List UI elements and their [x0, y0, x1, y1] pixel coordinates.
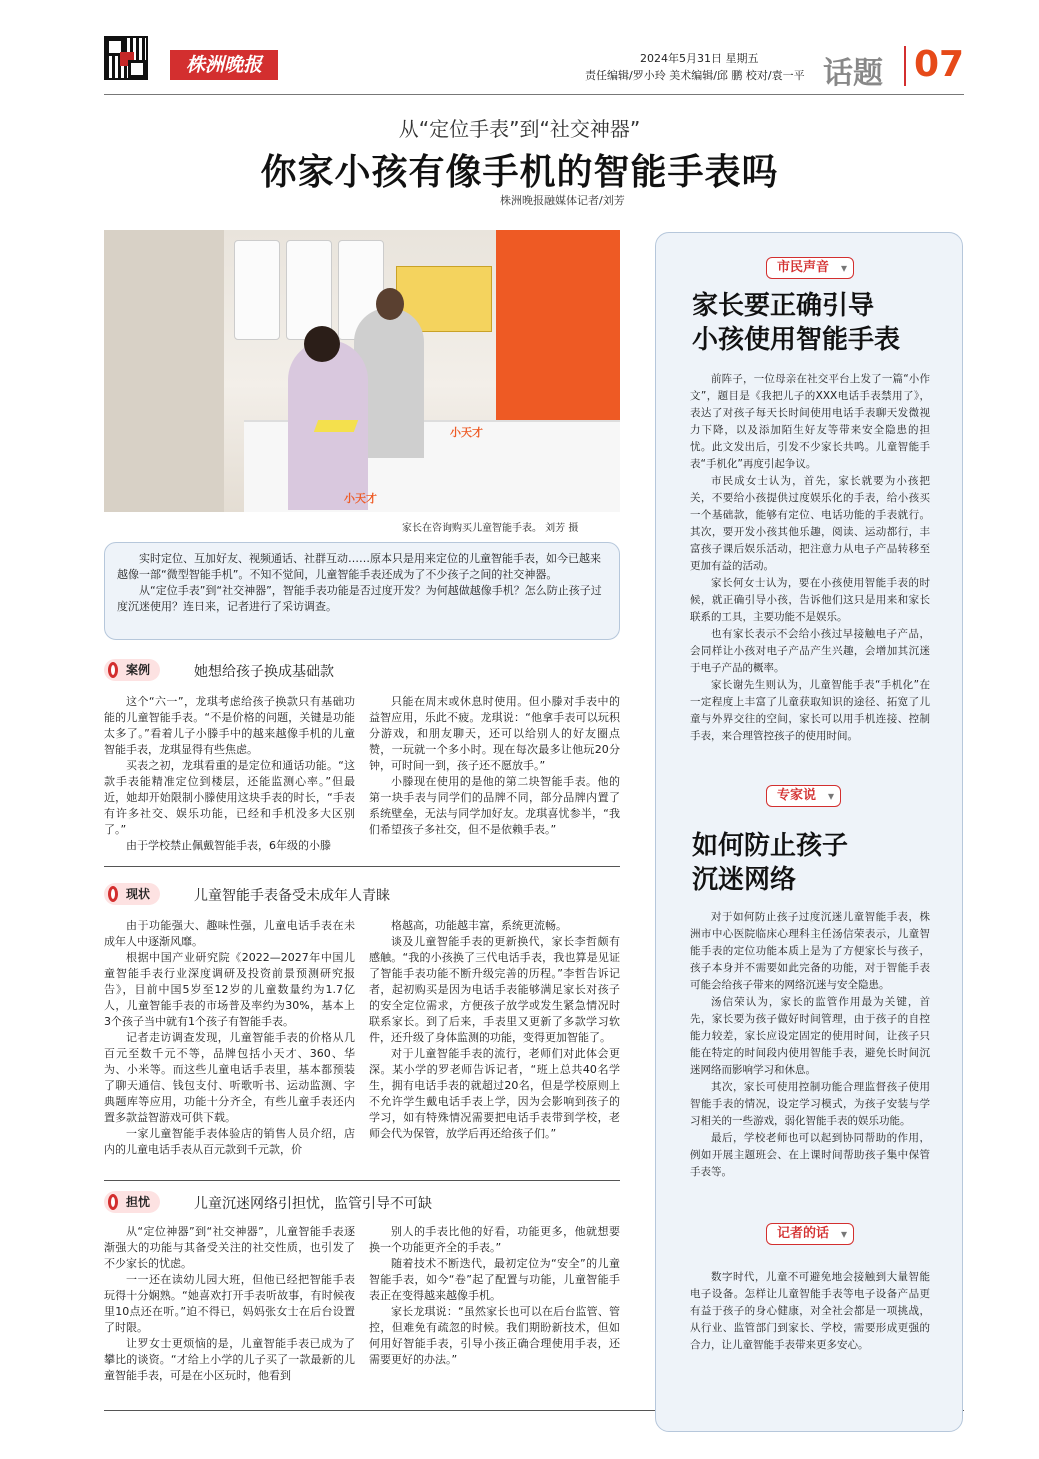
newspaper-masthead: 株洲晚报 — [170, 50, 278, 80]
body-paragraph: 一家儿童智能手表体验店的销售人员介绍，店内的儿童电话手表从百元款到千元款，价 — [104, 1127, 355, 1156]
sidebar-title: 如何防止孩子 沉迷网络 — [692, 831, 849, 895]
body-paragraph: 随着技术不断迭代，最初定位为“安全”的儿童智能手表，如今“卷”起了配置与功能，儿童智能手表正在变得越来越像手机。 — [369, 1257, 620, 1302]
sidebar-tag: 市民声音 ▾ — [766, 257, 854, 279]
body-paragraph: 家长龙琪说：“虽然家长也可以在后台监管、管控，但难免有疏忽的时候。我们期盼新技术，但如何用好智能手表，引导小孩正确合理使用手表，还需要更好的办法。” — [369, 1305, 620, 1366]
section-body-case — [104, 694, 620, 854]
header-rule — [104, 94, 964, 95]
section-name: 话题 — [823, 56, 883, 91]
section-body-status — [104, 918, 620, 1178]
body-paragraph: 让罗女士更烦恼的是，儿童智能手表已成为了攀比的谈资。“才给上小学的儿子买了一款最新的儿童智能手表，可是在小区玩时，他看到 — [104, 1337, 355, 1382]
body-paragraph: 谈及儿童智能手表的更新换代，家长李哲颇有感触。“我的小孩换了三代电话手表，我也算是见证了智能手表功能不断升级完善的历程。”李哲告诉记者，起初购买是因为电话手表能够满足家长对孩子的安全定位需求，方便孩子放学或发生紧急情况时联系家长。到了后来，手表里又更新了多款学习软件，还升级了身体监测的功能，变得更加智能了。 — [369, 935, 620, 1044]
sidebar-text: 对于如何防止孩子过度沉迷儿童智能手表，株洲市中心医院临床心理科主任汤信荣表示，儿童智能手表的定位功能本质上是为了方便家长与孩子，孩子本身并不需要如此完备的功能，对于智能手表可能会给孩子带来的网络沉迷与安全隐患。 汤信荣认为，家长的监管作用最为关键，首先，家长要为孩子做好时间管理，由于孩子的自控能力较差，家长应设定固定的使用时间，让孩子只能在特定的时间段内使用智能手表，避免长时间沉迷网络而影响学习和休息。 其次，家长可使用控制功能合理监督孩子使用智能手表的情况，设定学习模式，为孩子安装与学习相关的一些游戏，弱化智能手表的娱乐功能。 最后，学校老师也可以起到协同帮助的作用，例如开展主题班会、在上课时间帮助孩子集中保管手表等。 — [690, 911, 930, 1178]
section-header-concern — [104, 1191, 620, 1213]
store-logo: 小天才 — [344, 492, 377, 505]
body-paragraph: 记者走访调查发现，儿童智能手表的价格从几百元至数千元不等，品牌包括小天才、360、华为、小米等。而这些儿童电话手表里，基本都预装了聊天通信、钱包支付、听歌听书、运动监测、字典题库等应用，功能十分齐全，有些儿童手表还内置多款益智游戏可供下载。 — [104, 1031, 355, 1124]
sidebar-text: 数字时代，儿童不可避免地会接触到大量智能电子设备。怎样让儿童智能手表等电子设备产品更有益于孩子的身心健康，对全社会都是一项挑战，从行业、监管部门到家长、学校，需要形成更强的合力，让儿童智能手表带来更多安心。 — [690, 1271, 930, 1351]
body-paragraph: 买表之初，龙琪看重的是定位和通话功能。“这款手表能精准定位到楼层，还能监测心率。”但最近，她却开始限制小滕使用这块手表的时长，“手表有许多社交、娱乐功能，已经和手机没多大区别了。” — [104, 759, 355, 836]
section-header-status — [104, 883, 620, 905]
qr-code-icon — [104, 36, 148, 80]
section-tag: 现状 — [104, 883, 160, 905]
section-tag: 案例 — [104, 659, 160, 681]
section-rule — [104, 866, 620, 867]
sidebar-text: 前阵子，一位母亲在社交平台上发了一篇“小作文”，题目是《我把儿子的XXX电话手表禁用了》，表达了对孩子每天长时间使用电话手表聊天发微视力下降，以及添加陌生好友等带来安全隐患的担忧。此文发出后，引发不少家长共鸣。儿童智能手表“手机化”再度引起争议。 市民成女士认为，首先，家长就要为小孩把关，不要给小孩提供过度娱乐化的手表，给小孩买一个基础款，能够有定位、电话功能的手表就行。其次，要开发小孩其他乐趣，阅读、运动都行，丰富孩子课后娱乐活动，把注意力从电子产品转移至更加有益的活动。 家长何女士认为，要在小孩使用智能手表的时候，就正确引导小孩，告诉他们这只是用来和家长联系的工具，主要功能不是娱乐。 也有家长表示不会给小孩过早接触电子产品，会同样让小孩对电子产品产生兴趣，会增加其沉迷于电子产品的概率。 家长谢先生则认为，儿童智能手表“手机化”在一定程度上丰富了儿童获取知识的途径、拓宽了儿童与外界交往的空间，家长可以用手机连接、控制手表，来合理管控孩子的使用时间。 — [690, 373, 930, 742]
intro-paragraph: 实时定位、互加好友、视频通话、社群互动……原本只是用来定位的儿童智能手表，如今已越来越像一部“微型智能手机”。不知不觉间，儿童智能手表还成为了不少孩子之间的社交神器。 — [117, 552, 601, 581]
sidebar-title: 家长要正确引导 小孩使用智能手表 — [692, 291, 901, 355]
body-paragraph: 一一还在读幼儿园大班，但他已经把智能手表玩得十分娴熟。“她喜欢打开手表听故事，有时候夜里10点还在听。”迫不得已，妈妈张女士在后台设置了时限。 — [104, 1273, 355, 1334]
section-title: 儿童沉迷网络引担忧，监管引导不可缺 — [194, 1196, 432, 1212]
section-marker-icon — [108, 1194, 118, 1210]
section-title: 她想给孩子换成基础款 — [194, 664, 334, 680]
sidebar-tag: 记者的话 ▾ — [766, 1223, 854, 1245]
section-title: 儿童智能手表备受未成年人青睐 — [194, 888, 390, 904]
page-number: 07 — [914, 44, 965, 85]
article-kicker: 从“定位手表”到“社交神器” — [398, 117, 641, 141]
body-paragraph: 从“定位神器”到“社交神器”，儿童智能手表逐渐强大的功能与其备受关注的社交性质，也引发了不少家长的忧虑。 — [104, 1225, 355, 1270]
store-logo: 小天才 — [450, 426, 483, 439]
section-body-concern — [104, 1224, 620, 1404]
header-divider — [904, 46, 906, 86]
intro-paragraph: 从“定位手表”到“社交神器”，智能手表功能是否过度开发？为何越做越像手机？怎么防止孩子过度沉迷使用？连日来，记者进行了采访调查。 — [117, 584, 602, 613]
body-paragraph: 别人的手表比他的好看，功能更多，他就想要换一个功能更齐全的手表。” — [369, 1225, 620, 1254]
body-paragraph: 根据中国产业研究院《2022—2027年中国儿童智能手表行业深度调研及投资前景预测研究报告》，目前中国5岁至12岁的儿童数量约为1.7亿人，儿童智能手表的市场普及率约为30%，基本上3个孩子当中就有1个孩子有智能手表。 — [104, 951, 355, 1028]
body-paragraph: 由于功能强大、趣味性强，儿童电话手表在未成年人中逐渐风靡。 — [104, 919, 355, 948]
section-marker-icon — [108, 886, 118, 902]
body-paragraph: 对于儿童智能手表的流行，老师们对此体会更深。某小学的罗老师告诉记者，“班上总共40名学生，拥有电话手表的就超过20名，但是学校原则上不允许学生戴电话手表上学，因为会影响到孩子的学习，如有特殊情况需要把电话手表带到学校，老师会代为保管，放学后再还给孩子们。” — [369, 1047, 620, 1140]
body-paragraph: 格越高，功能越丰富，系统更流畅。 — [391, 919, 567, 932]
body-paragraph: 小滕现在使用的是他的第二块智能手表。他的第一块手表与同学们的品牌不同，部分品牌内置了系统壁垒，无法与同学加好友。龙琪喜忧参半，“我们希望孩子多社交，但不是依赖手表。” — [369, 775, 620, 836]
section-rule — [104, 1180, 620, 1181]
section-tag: 担忧 — [104, 1191, 160, 1213]
intro-box — [104, 542, 620, 640]
body-paragraph: 由于学校禁止佩戴智能手表，6年级的小滕 — [126, 839, 331, 852]
editor-credits: 责任编辑/罗小玲 美术编辑/邱 鹏 校对/袁一平 — [585, 69, 805, 82]
article-photo — [104, 230, 620, 512]
date-line: 2024年5月31日 星期五 — [640, 52, 759, 65]
body-paragraph: 只能在周末或休息时使用。但小滕对手表中的益智应用，乐此不疲。龙琪说：“他拿手表可以玩积分游戏，和朋友聊天，还可以给别人的好友圈点赞，一玩就一个多小时。现在每次最多让他玩20分钟，可时间一到，孩子还不愿放手。” — [369, 695, 620, 772]
section-marker-icon — [108, 662, 118, 678]
sidebar-box — [655, 232, 963, 1432]
sidebar-tag: 专家说 ▾ — [766, 785, 841, 807]
article-headline: 你家小孩有像手机的智能手表吗 — [260, 152, 779, 193]
body-paragraph: 这个“六一”，龙琪考虑给孩子换款只有基础功能的儿童智能手表。“不是价格的问题，关键是功能太多了。”看着儿子小滕手中的越来越像手机的儿童智能手表，龙琪显得有些焦虑。 — [104, 695, 355, 756]
photo-caption: 家长在咨询购买儿童智能手表。 刘芳 摄 — [402, 523, 579, 534]
article-byline: 株洲晚报融媒体记者/刘芳 — [500, 194, 625, 207]
section-header-case — [104, 659, 620, 681]
